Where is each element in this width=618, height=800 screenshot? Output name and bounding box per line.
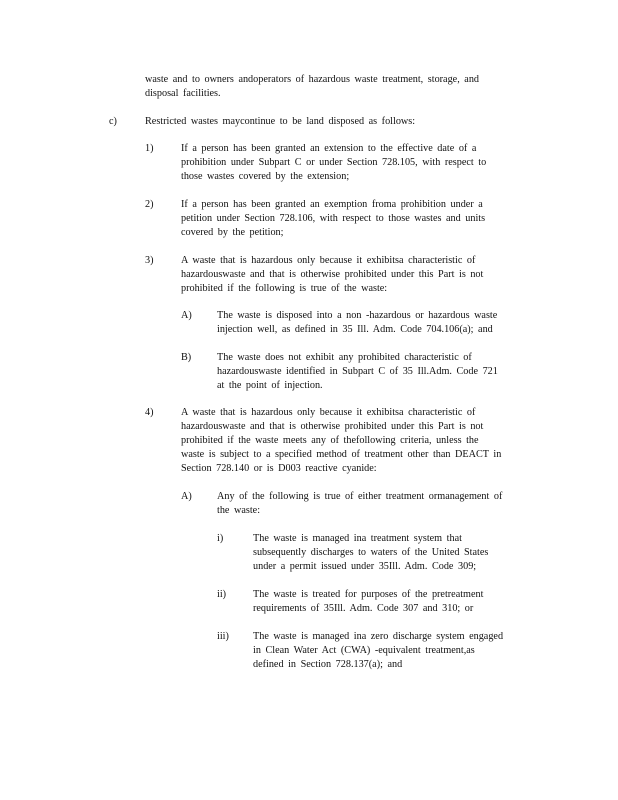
text-line: If a person has been granted an extension to the effective date of a — [181, 143, 477, 154]
item-c-text — [145, 115, 415, 129]
text-line: A waste that is hazardous only because it exhibitsa characteristic of — [181, 407, 476, 418]
item-label-c4aii: ii) — [217, 589, 227, 600]
text-line: hazardouswaste identified in Subpart C of 35 Ill.Adm. Code 721 — [217, 366, 498, 377]
text-line: in Clean Water Act (CWA) -equivalent treatment,as — [253, 645, 475, 656]
text-line: under a permit issued under 35Ill. Adm. Code 309; — [253, 561, 477, 572]
text-line: prohibited if the waste meets any of thefollowing criteria, unless the — [181, 435, 479, 446]
item-c3-text — [181, 254, 483, 296]
text-line: covered by the petition; — [181, 227, 284, 238]
text-line: defined in Section 728.137(a); and — [253, 659, 403, 670]
item-label-c: c) — [109, 116, 117, 127]
item-c4a-text — [217, 490, 502, 518]
text-line: petition under Section 728.106, with respect to those wastes and units — [181, 213, 486, 224]
text-line: waste and to owners andoperators of hazardous waste treatment, storage, and — [145, 74, 480, 85]
text-line: Section 728.140 or is D003 reactive cyanide: — [181, 463, 377, 474]
item-label-c4: 4) — [145, 407, 154, 418]
item-c2-text — [181, 198, 485, 240]
text-line: A waste that is hazardous only because it exhibitsa characteristic of — [181, 255, 476, 266]
text-line: prohibited if the following is true of the waste: — [181, 283, 388, 294]
item-c4ai-text — [253, 532, 488, 574]
item-c4-text — [181, 406, 501, 476]
text-line: the waste: — [217, 505, 261, 516]
text-line: hazardouswaste and that is otherwise prohibited under this Part is not — [181, 421, 484, 432]
text-line: those wastes covered by the extension; — [181, 171, 350, 182]
item-label-c4ai: i) — [217, 533, 224, 544]
item-c4aiii-text — [253, 630, 503, 672]
text-line: prohibition under Subpart C or under Section 728.105, with respect to — [181, 157, 487, 168]
text-line: The waste is treated for purposes of the pretreatment — [253, 589, 484, 600]
item-label-c1: 1) — [145, 143, 154, 154]
item-label-c3b: B) — [181, 352, 192, 363]
item-label-c4a: A) — [181, 491, 192, 502]
text-line: The waste is managed ina zero discharge system engaged — [253, 631, 504, 642]
item-label-c4aiii: iii) — [217, 631, 229, 642]
text-line: injection well, as defined in 35 Ill. Adm. Code 704.106(a); and — [217, 324, 493, 335]
text-line: If a person has been granted an exemption froma prohibition under a — [181, 199, 483, 210]
text-line: hazardouswaste and that is otherwise prohibited under this Part is not — [181, 269, 484, 280]
text-line: Restricted wastes maycontinue to be land disposed as follows: — [145, 116, 416, 127]
text-line: Any of the following is true of either treatment ormanagement of — [217, 491, 503, 502]
item-label-c3: 3) — [145, 255, 154, 266]
item-label-c3a: A) — [181, 310, 192, 321]
item-c4aii-text — [253, 588, 483, 616]
item-c3a-text — [217, 309, 497, 337]
item-label-c2: 2) — [145, 199, 154, 210]
item-c3b-text — [217, 351, 498, 393]
text-line: waste is subject to a specified method of treatment other than DEACT in — [181, 449, 502, 460]
text-line: at the point of injection. — [217, 380, 323, 391]
intro-paragraph — [145, 73, 479, 101]
text-line: requirements of 35Ill. Adm. Code 307 and 310; or — [253, 603, 474, 614]
item-c1-text — [181, 142, 486, 184]
text-line: subsequently discharges to waters of the United States — [253, 547, 489, 558]
text-line: disposal facilities. — [145, 88, 221, 99]
text-line: The waste is disposed into a non -hazardous or hazardous waste — [217, 310, 498, 321]
text-line: The waste does not exhibit any prohibited characteristic of — [217, 352, 472, 363]
text-line: The waste is managed ina treatment system that — [253, 533, 462, 544]
